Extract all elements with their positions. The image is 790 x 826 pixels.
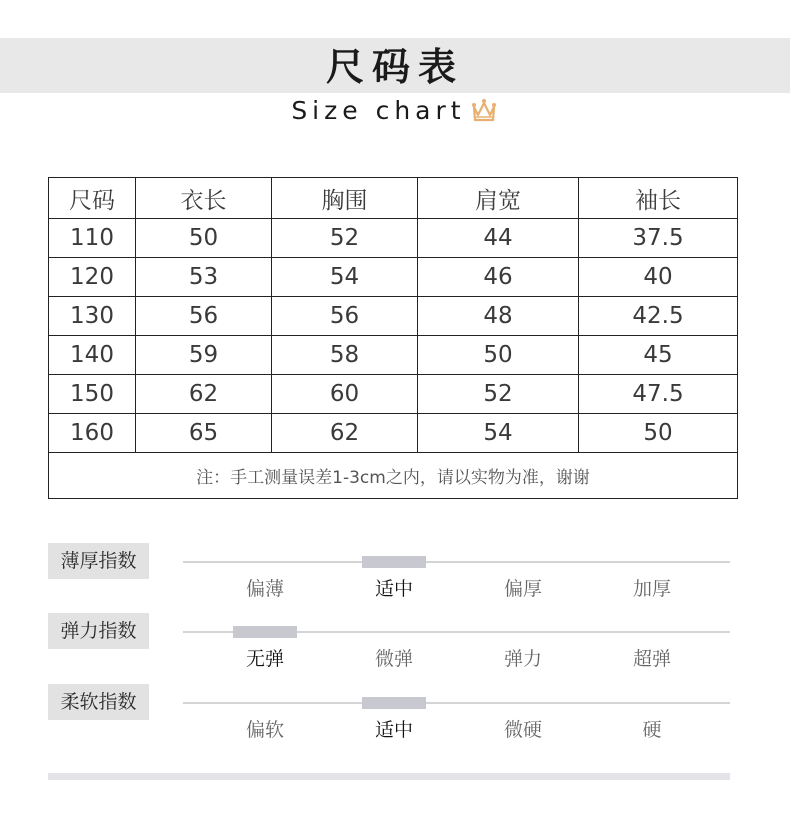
gauge-track xyxy=(183,561,730,563)
table-cell: 37.5 xyxy=(579,219,738,258)
table-row xyxy=(49,258,738,297)
column-header: 胸围 xyxy=(272,178,418,219)
page-title: 尺码表 xyxy=(325,45,464,89)
table-cell: 130 xyxy=(49,297,136,336)
gauge-option: 硬 xyxy=(642,719,662,741)
page-subtitle: Size chart xyxy=(291,96,466,125)
table-cell: 62 xyxy=(272,414,418,453)
gauge-option: 弹力 xyxy=(503,648,542,670)
table-cell: 40 xyxy=(579,258,738,297)
gauge-option: 超弹 xyxy=(632,648,671,670)
table-cell: 42.5 xyxy=(579,297,738,336)
column-header: 肩宽 xyxy=(418,178,579,219)
table-cell: 50 xyxy=(136,219,272,258)
gauge-label: 弹力指数 xyxy=(48,613,149,649)
note-row xyxy=(49,453,738,499)
table-header-row xyxy=(49,178,738,219)
size-table xyxy=(48,177,738,499)
gauge-label: 薄厚指数 xyxy=(48,543,149,579)
table-cell: 54 xyxy=(272,258,418,297)
table-cell: 140 xyxy=(49,336,136,375)
table-cell: 56 xyxy=(272,297,418,336)
table-cell: 160 xyxy=(49,414,136,453)
gauge-marker xyxy=(362,697,426,709)
table-cell: 50 xyxy=(579,414,738,453)
gauge-option: 加厚 xyxy=(632,578,671,600)
table-cell: 56 xyxy=(136,297,272,336)
gauge-track xyxy=(183,702,730,704)
crown-icon xyxy=(469,96,499,126)
gauge-option: 偏薄 xyxy=(245,578,284,600)
table-cell: 52 xyxy=(272,219,418,258)
table-cell: 150 xyxy=(49,375,136,414)
gauge-label: 柔软指数 xyxy=(48,684,149,720)
table-cell: 60 xyxy=(272,375,418,414)
table-cell: 50 xyxy=(418,336,579,375)
subtitle-row xyxy=(0,92,790,132)
table-cell: 54 xyxy=(418,414,579,453)
table-row xyxy=(49,414,738,453)
table-cell: 44 xyxy=(418,219,579,258)
column-header: 袖长 xyxy=(579,178,738,219)
table-cell: 65 xyxy=(136,414,272,453)
table-cell: 62 xyxy=(136,375,272,414)
table-cell: 47.5 xyxy=(579,375,738,414)
table-row xyxy=(49,375,738,414)
gauge-thickness xyxy=(0,543,790,603)
gauge-softness xyxy=(0,684,790,744)
gauge-option: 微硬 xyxy=(503,719,542,741)
table-cell: 110 xyxy=(49,219,136,258)
table-row xyxy=(49,297,738,336)
gauge-option: 微弹 xyxy=(374,648,413,670)
table-cell: 120 xyxy=(49,258,136,297)
table-cell: 59 xyxy=(136,336,272,375)
gauge-option: 偏厚 xyxy=(503,578,542,600)
table-cell: 46 xyxy=(418,258,579,297)
table-cell: 48 xyxy=(418,297,579,336)
gauge-marker xyxy=(233,626,297,638)
table-row xyxy=(49,219,738,258)
table-cell: 53 xyxy=(136,258,272,297)
table-row xyxy=(49,336,738,375)
measurement-note: 注：手工测量误差1-3cm之内，请以实物为准，谢谢 xyxy=(49,453,738,499)
column-header: 尺码 xyxy=(49,178,136,219)
gauge-option: 无弹 xyxy=(245,648,284,670)
bottom-divider xyxy=(48,773,730,780)
table-cell: 52 xyxy=(418,375,579,414)
gauge-option: 适中 xyxy=(374,719,413,741)
column-header: 衣长 xyxy=(136,178,272,219)
gauge-marker xyxy=(362,556,426,568)
table-cell: 45 xyxy=(579,336,738,375)
gauge-elasticity xyxy=(0,613,790,673)
gauge-option: 偏软 xyxy=(245,719,284,741)
gauge-option: 适中 xyxy=(374,578,413,600)
table-cell: 58 xyxy=(272,336,418,375)
